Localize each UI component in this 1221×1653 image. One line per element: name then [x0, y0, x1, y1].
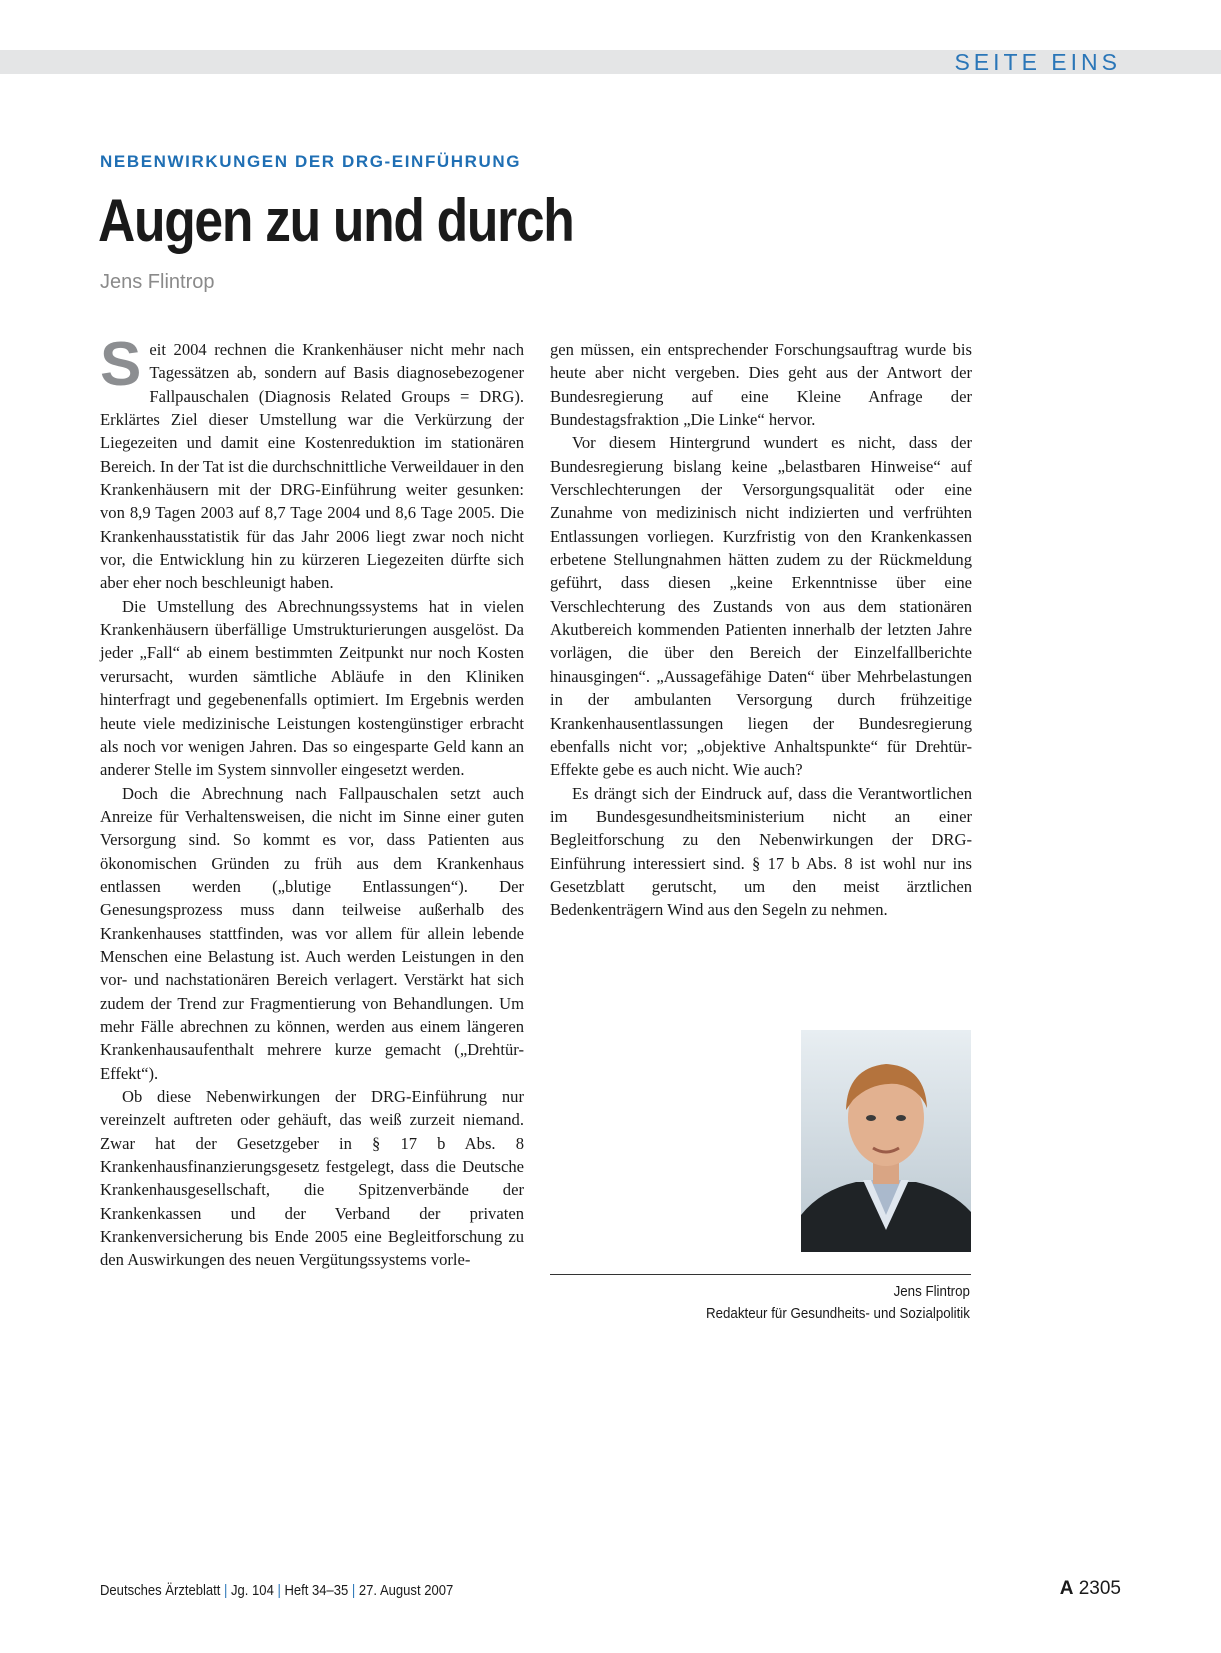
- portrait-caption: [706, 1281, 970, 1325]
- page-prefix: A: [1059, 1578, 1074, 1599]
- separator: |: [351, 1583, 356, 1599]
- section-label: SEITE EINS: [954, 49, 1121, 75]
- separator: |: [277, 1583, 281, 1599]
- drop-cap: S: [100, 330, 142, 399]
- portrait-illustration: [801, 1030, 971, 1252]
- article-column-right: [550, 338, 972, 922]
- paragraph: Die Umstellung des Abrechnungssystems hat in vielen Krankenhäusern überfällige Umstrukturierungen ausgelöst. Da jeder „Fall“ ab einem bestimmten Zeitpunkt nur noch Kosten verursacht, wurden sämtliche Abläufe in den Kliniken hinterfragt und gegebenenfalls optimiert. Im Ergebnis werden heute viele medizinische Leistungen kostengünstiger erbracht als noch vor wenigen Jahren. Das so eingesparte Geld kann an anderer Stelle im System sinnvoller eingesetzt werden.: [100, 596, 524, 780]
- author-portrait: [801, 1030, 971, 1252]
- paragraph: gen müssen, ein entsprechender Forschungsauftrag wurde bis heute aber nicht vergeben. Dies geht aus der Antwort der Bundesregierung auf eine Kleine Anfrage der Bundestagsfraktion „Die Linke“ hervor.: [550, 340, 972, 430]
- footer-volume: Jg. 104: [231, 1583, 274, 1599]
- footer-issue: Heft 34–35: [284, 1583, 349, 1599]
- footer-publication: Deutsches Ärzteblatt: [100, 1583, 221, 1599]
- footer-date: 27. August 2007: [358, 1583, 454, 1599]
- paragraph: Seit 2004 rechnen die Krankenhäuser nicht mehr nach Tagessätzen ab, sondern auf Basis diagnosebezogener Fallpauschalen (Diagnosis Related Groups = DRG). Erklärtes Ziel dieser Umstellung war die Verkürzung der Liegezeiten und damit eine Kostenreduktion im stationären Bereich. In der Tat ist die durchschnittliche Verweildauer in den Krankenhäusern mit der DRG-Einführung weiter gesunken: von 8,9 Tagen 2003 auf 8,7 Tage 2004 und 8,6 Tage 2005. Die Krankenhausstatistik für das Jahr 2006 liegt zwar noch nicht vor, die Entwicklung hin zu kürzeren Liegezeiten dürfte sich aber eher noch beschleunigt haben.: [100, 330, 524, 593]
- caption-role: Redakteur für Gesundheits- und Sozialpolitik: [706, 1306, 970, 1322]
- page-number: [1060, 1578, 1121, 1600]
- paragraph: Es drängt sich der Eindruck auf, dass die Verantwortlichen im Bundesgesundheitsministerium nicht an einer Begleitforschung zu den Nebenwirkungen der DRG-Einführung interessiert sind. § 17 b Abs. 8 ist wohl nur ins Gesetzblatt gerutscht, um den meist ärztlichen Bedenkenträgern Wind aus den Segeln zu nehmen.: [550, 783, 972, 920]
- paragraph: Doch die Abrechnung nach Fallpauschalen setzt auch Anreize für Verhaltensweisen, die nicht im Sinne einer guten Versorgung sind. So kommt es vor, dass Patienten aus ökonomischen Gründen zu früh aus dem Krankenhaus entlassen werden („blutige Entlassungen“). Der Genesungsprozess muss dann teilweise außerhalb des Krankenhauses stattfinden, was vor allem für allein lebende Menschen eine Belastung ist. Auch werden Leistungen in den vor- und nachstationären Bereich verlagert. Verstärkt hat sich zudem der Trend zur Fragmentierung von Behandlungen. Um mehr Fälle abrechnen zu können, werden aus einem längeren Krankenhausaufenthalt mehrere kurze gemacht („Drehtür-Effekt“).: [100, 783, 524, 1083]
- article-kicker: NEBENWIRKUNGEN DER DRG-EINFÜHRUNG: [100, 152, 522, 171]
- article-column-left: [100, 330, 524, 1272]
- article-title: Augen zu und durch: [98, 187, 574, 254]
- paragraph: Ob diese Nebenwirkungen der DRG-Einführung nur vereinzelt auftreten oder gehäuft, das weiß zurzeit niemand. Zwar hat der Gesetzgeber in § 17 b Abs. 8 Krankenhausfinanzierungsgesetz festgelegt, dass die Deutsche Krankenhausgesellschaft, die Spitzenverbände der Krankenkassen und der Verband der privaten Krankenversicherung bis Ende 2005 eine Begleitforschung zu den Auswirkungen des neuen Vergütungssystems vorle-: [100, 1087, 524, 1270]
- caption-name: Jens Flintrop: [893, 1284, 970, 1300]
- footer-citation: [100, 1583, 453, 1599]
- separator: |: [224, 1583, 228, 1599]
- caption-divider: [550, 1274, 971, 1275]
- paragraph: Vor diesem Hintergrund wundert es nicht, dass der Bundesregierung bislang keine „belastbaren Hinweise“ auf Verschlechterungen der Versorgungsqualität oder eine Zunahme von medizinisch nicht indizierten und verfrühten Entlassungen vorliegen. Kurzfristig von den Krankenkassen erbetene Stellungnahmen hätten zudem zu der Rückmeldung geführt, dass diesen „keine Erkenntnisse über eine Verschlechterung des Zustands von aus dem stationären Akutbereich kommenden Patienten innerhalb der letzten Jahre vorlägen, die über den Bereich der Einzelfallberichte hinausgingen“. „Aussagefähige Daten“ über Mehrbelastungen in der ambulanten Versorgung durch frühzeitige Krankenhausentlassungen liegen der Bundesregierung ebenfalls nicht vor; „objektive Anhaltspunkte“ für Drehtür-Effekte gebe es auch nicht. Wie auch?: [550, 433, 972, 780]
- article-author: Jens Flintrop: [100, 271, 215, 293]
- page-number-value: 2305: [1078, 1578, 1121, 1599]
